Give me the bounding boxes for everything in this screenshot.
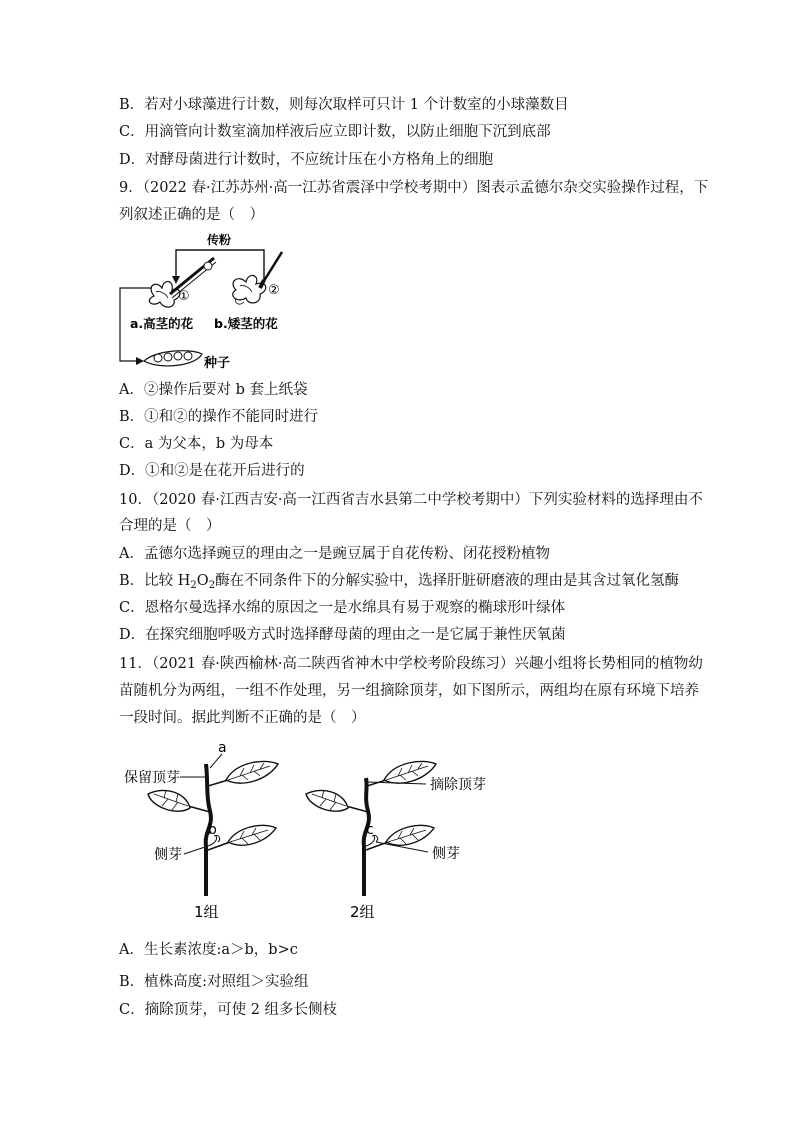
q9-stem-line2: 列叙述正确的是（ ） [119, 207, 264, 223]
keep-bud-label: 保留顶芽 [124, 770, 180, 786]
q10-stem-line2: 合理的是（ ） [119, 518, 221, 534]
q9-option-c: C．a 为父本，b 为母本 [119, 436, 274, 452]
q11-plant-figure [118, 736, 498, 926]
q8-option-d: D．对酵母菌进行计数时，不应统计压在小方格角上的细胞 [119, 152, 494, 168]
flower-b-icon [233, 275, 266, 304]
q10-option-c: C．恩格尔曼选择水绵的原因之一是水绵具有易于观察的椭球形叶绿体 [119, 600, 566, 616]
q10-stem-line1: 10．（2020 春·江西吉安·高一江西省吉水县第二中学校考期中）下列实验材料的选择理由不 [119, 492, 703, 508]
flower-a-icon [149, 281, 180, 307]
label-a: a [218, 740, 227, 756]
flower-a-label: a.高茎的花 [130, 316, 194, 331]
label-c: c [366, 822, 374, 838]
remove-bud-label: 摘除顶芽 [430, 777, 486, 793]
q9-option-a: A．②操作后要对 b 套上纸袋 [119, 382, 308, 398]
q9-option-b: B．①和②的操作不能同时进行 [119, 409, 319, 425]
arrowhead-icon [172, 276, 180, 284]
q9-option-d: D．①和②是在花开后进行的 [119, 463, 305, 479]
group2-label: 2组 [350, 903, 375, 921]
pointer-a [210, 754, 222, 768]
q11-option-a: A．生长素浓度:a＞b，b>c [119, 942, 298, 958]
side-bud-label-1: 侧芽 [154, 847, 182, 863]
pollination-label: 传粉 [207, 233, 232, 247]
q8-option-b: B．若对小球藻进行计数，则每次取样可只计 1 个计数室的小球藻数目 [119, 97, 569, 113]
q10-option-d: D．在探究细胞呼吸方式时选择酵母菌的理由之一是它属于兼性厌氧菌 [119, 627, 566, 643]
q11-option-b: B．植株高度:对照组＞实验组 [119, 974, 309, 990]
q10-option-b: B．比较 $H_2O_2$酶在不同条件下的分解实验中，选择肝脏研磨液的理由是其含过氧化氢酶 [119, 573, 680, 591]
q9-pollination-figure [116, 228, 316, 373]
seed-label: 种子 [204, 356, 231, 371]
q11-option-c: C．摘除顶芽，可使 2 组多长侧枝 [119, 1002, 338, 1018]
side-bud-label-2: 侧芽 [432, 846, 460, 862]
label-b: b [208, 822, 217, 838]
pea-pod-icon [144, 351, 202, 366]
q11-stem-line2: 苗随机分为两组，一组不作处理，另一组摘除顶芽，如下图所示，两组均在原有环境下培养 [119, 683, 699, 699]
q8-option-c: C．用滴管向计数室滴加样液后应立即计数，以防止细胞下沉到底部 [119, 124, 551, 140]
flower-b-label: b.矮茎的花 [214, 316, 278, 331]
q9-stem-line1: 9．（2022 春·江苏苏州·高一江苏省震泽中学校考期中）图表示孟德尔杂交实验操作过程，下 [119, 180, 709, 196]
q10-option-a: A．孟德尔选择豌豆的理由之一是豌豆属于自花传粉、闭花授粉植物 [119, 546, 550, 562]
group1-label: 1组 [194, 903, 219, 921]
seed-arrowhead-icon [136, 357, 144, 365]
step2-label: ② [268, 283, 280, 298]
q11-stem-line1: 11．（2021 春·陕西榆林·高二陕西省神木中学校考阶段练习）兴趣小组将长势相同的植物幼 [119, 656, 703, 672]
q11-stem-line3: 一段时间。据此判断不正确的是（ ） [119, 710, 366, 726]
step1-label: ① [178, 289, 190, 304]
